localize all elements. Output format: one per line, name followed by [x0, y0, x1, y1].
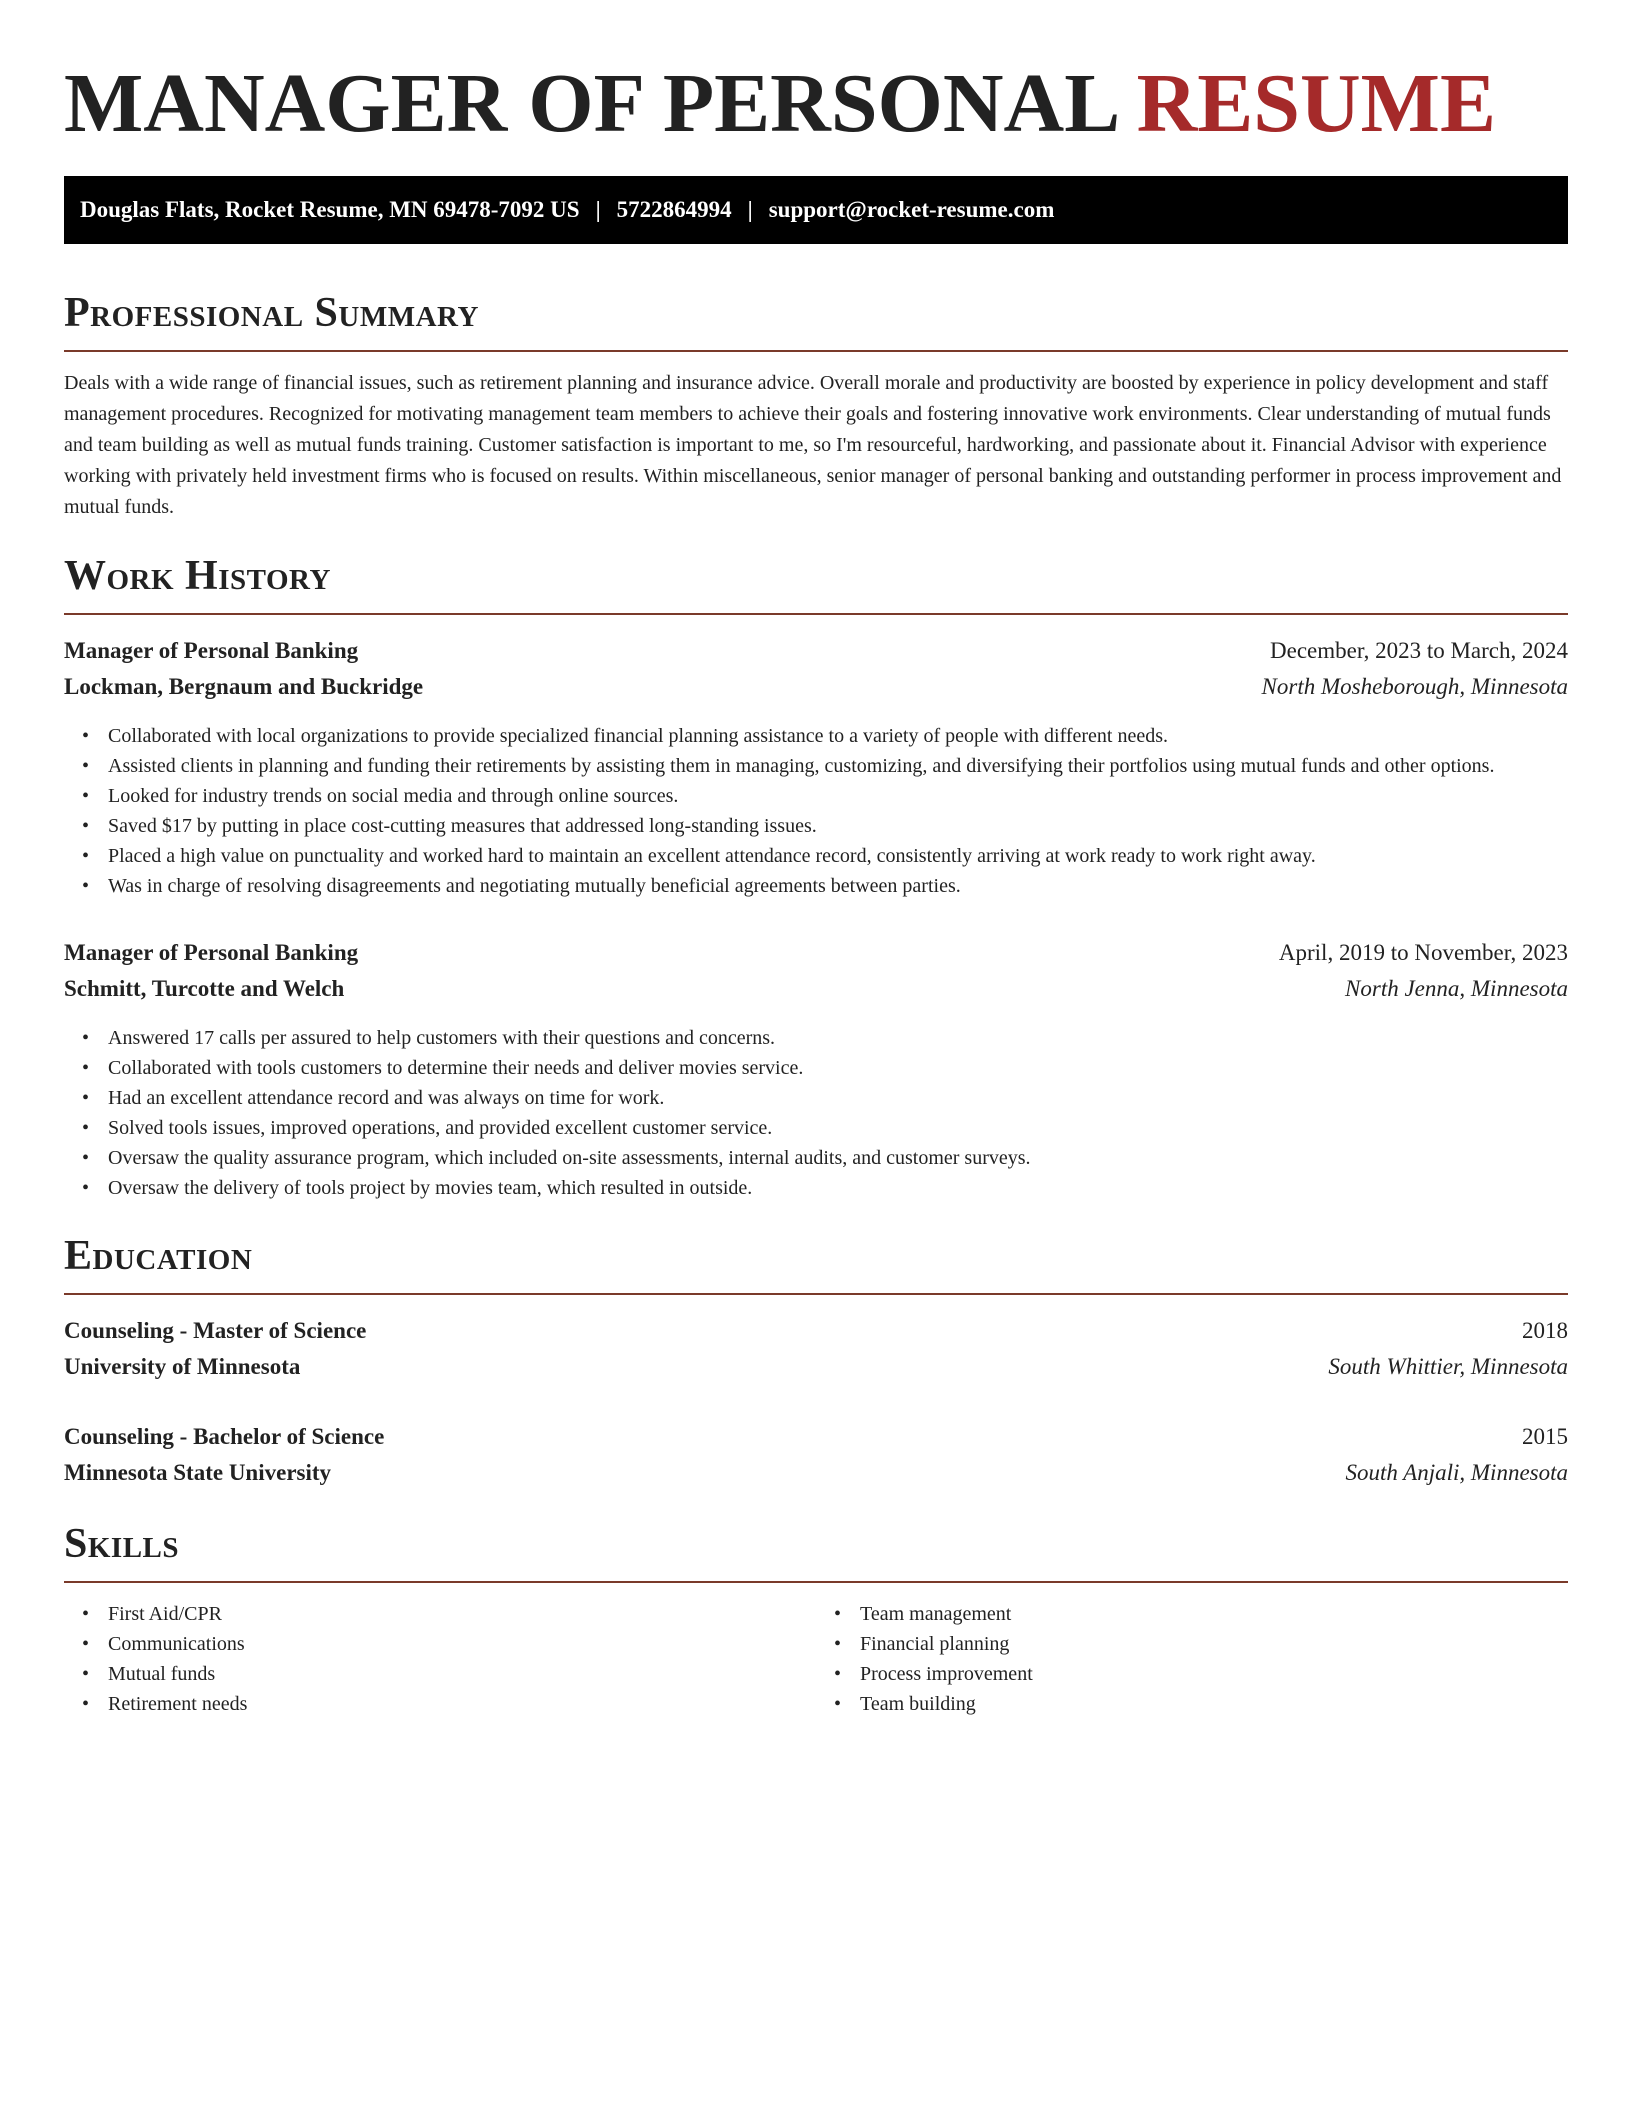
summary-heading: Professional Summary: [64, 290, 479, 336]
job-bullets: [64, 721, 1568, 901]
job-header-row: [64, 633, 1568, 669]
summary-section: [64, 288, 1568, 523]
list-item: • Had an excellent attendance record and was always on time for work.: [108, 1083, 1568, 1113]
skill-item: • First Aid/CPR: [108, 1599, 816, 1629]
education-school: Minnesota State University: [64, 1460, 332, 1485]
resume-title: [64, 56, 1568, 152]
education-year: 2015: [1522, 1424, 1568, 1449]
job-dates: April, 2019 to November, 2023: [1278, 940, 1568, 965]
section-divider: [64, 1293, 1568, 1295]
skills-grid: [64, 1599, 1568, 1719]
work-history-heading: Work History: [64, 553, 331, 599]
education-school: University of Minnesota: [64, 1354, 301, 1379]
summary-text: Deals with a wide range of financial issues, such as retirement planning and insurance advice. Overall morale and productivity are boosted by experience in policy development and staff management procedures. Recognized for motivating management team members to achieve their goals and fostering innovative work environments. Clear understanding of mutual funds and team building as well as mutual funds training. Customer satisfaction is important to me, so I'm resourceful, hardworking, and passionate about it. Financial Advisor with experience working with privately held investment firms who is focused on results. Within miscellaneous, senior manager of personal banking and outstanding performer in process improvement and mutual funds.: [64, 372, 1562, 518]
education-section: [64, 1231, 1568, 1491]
education-entry: [64, 1419, 1568, 1491]
job-entry: [64, 633, 1568, 901]
job-dates: December, 2023 to March, 2024: [1270, 638, 1568, 663]
contact-email: support@rocket-resume.com: [768, 197, 1055, 222]
list-item: • Solved tools issues, improved operations, and provided excellent customer service.: [108, 1113, 1568, 1143]
job-location: North Jenna, Minnesota: [1345, 976, 1568, 1001]
list-item: • Collaborated with local organizations to provide specialized financial planning assistance to a variety of people with different needs.: [108, 721, 1568, 751]
list-item: • Answered 17 calls per assured to help customers with their questions and concerns.: [108, 1023, 1568, 1053]
education-year: 2018: [1522, 1318, 1568, 1343]
education-degree-row: [64, 1419, 1568, 1455]
skill-item: • Team management: [860, 1599, 1568, 1629]
list-item: • Assisted clients in planning and funding their retirements by assisting them in managing, customizing, and diversifying their portfolios using mutual funds and other options.: [108, 751, 1568, 781]
contact-phone: 5722864994: [616, 197, 732, 222]
education-school-row: [64, 1349, 1568, 1385]
section-divider: [64, 350, 1568, 352]
list-item: • Oversaw the delivery of tools project by movies team, which resulted in outside.: [108, 1173, 1568, 1203]
skills-list-left: [64, 1599, 816, 1719]
job-header-row: [64, 935, 1568, 971]
skill-item: • Process improvement: [860, 1659, 1568, 1689]
job-company: Lockman, Bergnaum and Buckridge: [64, 674, 424, 699]
job-bullets: [64, 1023, 1568, 1203]
contact-bar: [64, 176, 1568, 244]
job-title: Manager of Personal Banking: [64, 940, 359, 965]
skill-item: • Financial planning: [860, 1629, 1568, 1659]
work-history-section: [64, 551, 1568, 1203]
title-accent: RESUME: [1136, 57, 1496, 150]
list-item: • Saved $17 by putting in place cost-cutting measures that addressed long-standing issues.: [108, 811, 1568, 841]
job-company-row: [64, 971, 1568, 1007]
education-school-row: [64, 1455, 1568, 1491]
contact-separator: |: [595, 197, 601, 222]
education-degree-row: [64, 1313, 1568, 1349]
section-divider: [64, 1581, 1568, 1583]
list-item: • Looked for industry trends on social media and through online sources.: [108, 781, 1568, 811]
education-degree: Counseling - Bachelor of Science: [64, 1424, 385, 1449]
job-location: North Mosheborough, Minnesota: [1261, 674, 1568, 699]
skill-item: • Team building: [860, 1689, 1568, 1719]
job-company: Schmitt, Turcotte and Welch: [64, 976, 345, 1001]
education-heading: Education: [64, 1233, 253, 1279]
list-item: • Was in charge of resolving disagreements and negotiating mutually beneficial agreements between parties.: [108, 871, 1568, 901]
list-item: • Collaborated with tools customers to determine their needs and deliver movies service.: [108, 1053, 1568, 1083]
skills-list-right: [816, 1599, 1568, 1719]
education-degree: Counseling - Master of Science: [64, 1318, 367, 1343]
job-title: Manager of Personal Banking: [64, 638, 359, 663]
skills-section: [64, 1519, 1568, 1719]
education-location: South Whittier, Minnesota: [1328, 1354, 1568, 1379]
contact-separator: |: [747, 197, 753, 222]
education-location: South Anjali, Minnesota: [1345, 1460, 1568, 1485]
list-item: • Placed a high value on punctuality and worked hard to maintain an excellent attendance record, consistently arriving at work ready to work right away.: [108, 841, 1568, 871]
education-entry: [64, 1313, 1568, 1385]
contact-address: Douglas Flats, Rocket Resume, MN 69478-7092 US: [80, 197, 580, 222]
skills-heading: Skills: [64, 1521, 180, 1567]
skill-item: • Retirement needs: [108, 1689, 816, 1719]
skill-item: • Communications: [108, 1629, 816, 1659]
section-divider: [64, 613, 1568, 615]
skill-item: • Mutual funds: [108, 1659, 816, 1689]
title-main: MANAGER OF PERSONAL: [64, 57, 1116, 150]
list-item: • Oversaw the quality assurance program, which included on-site assessments, internal audits, and customer surveys.: [108, 1143, 1568, 1173]
job-company-row: [64, 669, 1568, 705]
job-entry: [64, 935, 1568, 1203]
